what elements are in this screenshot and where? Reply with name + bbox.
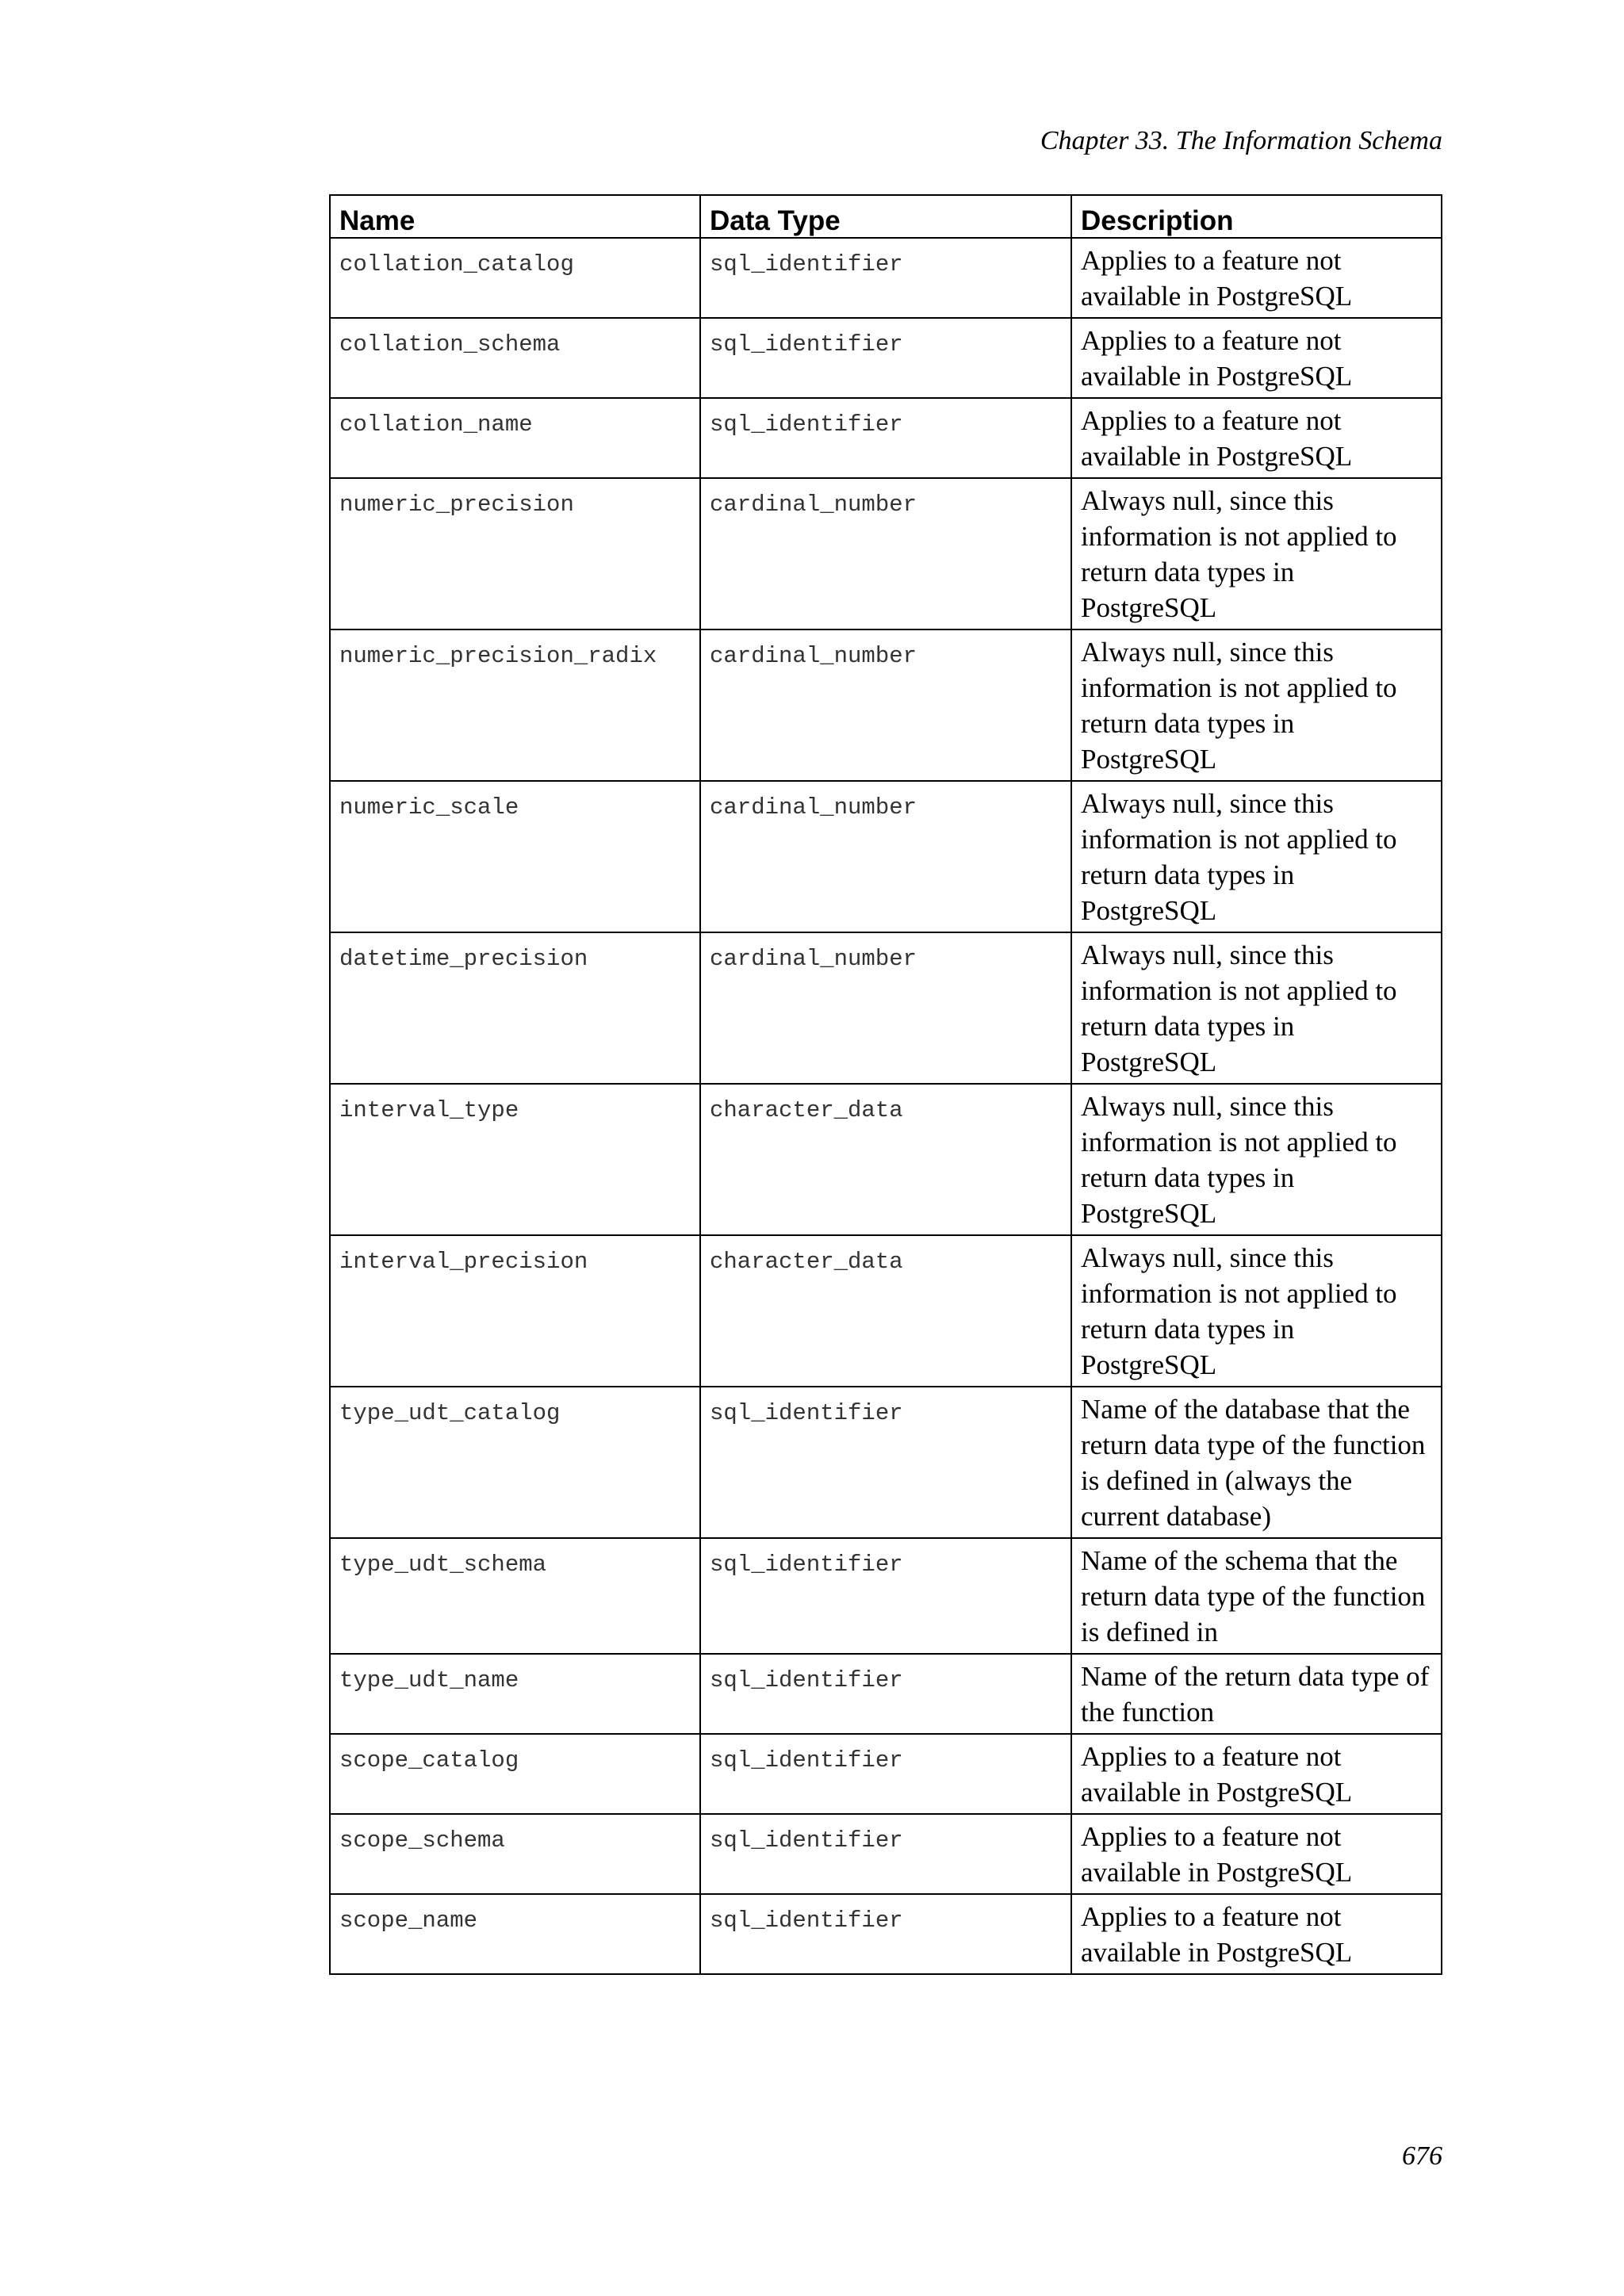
cell-description: Always null, since this information is not applied to return data types in PostgreSQL	[1071, 932, 1442, 1084]
cell-name: datetime_precision	[330, 932, 700, 1084]
cell-name: scope_catalog	[330, 1734, 700, 1814]
cell-description: Always null, since this information is not applied to return data types in PostgreSQL	[1071, 629, 1442, 781]
cell-description: Name of the return data type of the function	[1071, 1654, 1442, 1734]
table-row	[330, 1387, 1442, 1538]
table-row	[330, 318, 1442, 398]
cell-data-type: character_data	[700, 1084, 1071, 1235]
table-row	[330, 629, 1442, 781]
table-row	[330, 1538, 1442, 1654]
page-number: 676	[1402, 2141, 1442, 2171]
cell-data-type: character_data	[700, 1235, 1071, 1387]
column-header-name: Name	[330, 195, 700, 238]
cell-name: type_udt_name	[330, 1654, 700, 1734]
column-header-description: Description	[1071, 195, 1442, 238]
table-row	[330, 1734, 1442, 1814]
cell-data-type: cardinal_number	[700, 781, 1071, 932]
cell-data-type: sql_identifier	[700, 1734, 1071, 1814]
cell-name: collation_schema	[330, 318, 700, 398]
cell-name: collation_name	[330, 398, 700, 478]
cell-data-type: sql_identifier	[700, 1814, 1071, 1894]
cell-description: Applies to a feature not available in PostgreSQL	[1071, 1814, 1442, 1894]
table-row	[330, 1235, 1442, 1387]
cell-data-type: sql_identifier	[700, 238, 1071, 318]
cell-description: Always null, since this information is not applied to return data types in PostgreSQL	[1071, 1084, 1442, 1235]
cell-description: Always null, since this information is not applied to return data types in PostgreSQL	[1071, 1235, 1442, 1387]
table-row	[330, 238, 1442, 318]
chapter-header: Chapter 33. The Information Schema	[1040, 126, 1442, 155]
column-header-data-type: Data Type	[700, 195, 1071, 238]
cell-data-type: cardinal_number	[700, 932, 1071, 1084]
cell-name: interval_precision	[330, 1235, 700, 1387]
cell-name: numeric_scale	[330, 781, 700, 932]
cell-name: numeric_precision_radix	[330, 629, 700, 781]
cell-description: Applies to a feature not available in PostgreSQL	[1071, 318, 1442, 398]
table-row	[330, 398, 1442, 478]
table-header-row	[330, 195, 1442, 238]
cell-description: Name of the database that the return data type of the function is defined in (always the current database)	[1071, 1387, 1442, 1538]
cell-name: numeric_precision	[330, 478, 700, 629]
table-row	[330, 1084, 1442, 1235]
table-row	[330, 478, 1442, 629]
cell-name: type_udt_catalog	[330, 1387, 700, 1538]
cell-description: Always null, since this information is not applied to return data types in PostgreSQL	[1071, 781, 1442, 932]
cell-data-type: sql_identifier	[700, 1538, 1071, 1654]
table-row	[330, 1654, 1442, 1734]
cell-description: Applies to a feature not available in PostgreSQL	[1071, 398, 1442, 478]
cell-name: scope_name	[330, 1894, 700, 1974]
cell-name: scope_schema	[330, 1814, 700, 1894]
table-row	[330, 781, 1442, 932]
cell-name: type_udt_schema	[330, 1538, 700, 1654]
cell-name: collation_catalog	[330, 238, 700, 318]
cell-data-type: cardinal_number	[700, 478, 1071, 629]
cell-description: Name of the schema that the return data type of the function is defined in	[1071, 1538, 1442, 1654]
table-row	[330, 932, 1442, 1084]
cell-data-type: sql_identifier	[700, 1894, 1071, 1974]
cell-description: Always null, since this information is not applied to return data types in PostgreSQL	[1071, 478, 1442, 629]
table-row	[330, 1814, 1442, 1894]
table-row	[330, 1894, 1442, 1974]
cell-data-type: sql_identifier	[700, 1654, 1071, 1734]
cell-data-type: sql_identifier	[700, 1387, 1071, 1538]
cell-name: interval_type	[330, 1084, 700, 1235]
cell-description: Applies to a feature not available in PostgreSQL	[1071, 1894, 1442, 1974]
cell-description: Applies to a feature not available in PostgreSQL	[1071, 238, 1442, 318]
cell-description: Applies to a feature not available in PostgreSQL	[1071, 1734, 1442, 1814]
cell-data-type: sql_identifier	[700, 398, 1071, 478]
cell-data-type: cardinal_number	[700, 629, 1071, 781]
cell-data-type: sql_identifier	[700, 318, 1071, 398]
columns-table	[329, 194, 1442, 1975]
